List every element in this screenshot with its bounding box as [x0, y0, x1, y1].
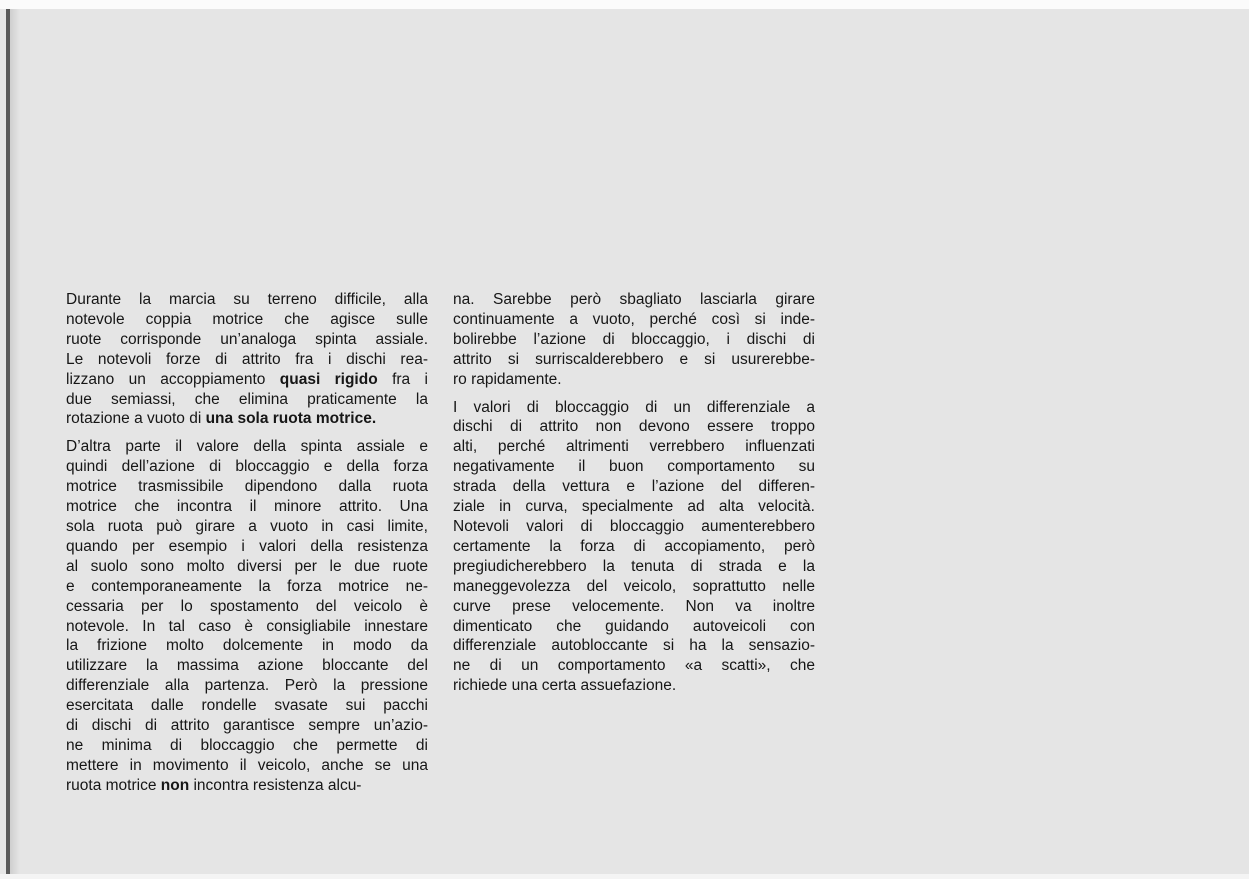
text-line: quindi dell’azione di bloccaggio e della forza: [66, 458, 428, 476]
text-line: di dischi di attrito garantisce sempre un’azio-: [66, 717, 428, 735]
text-line: notevole. In tal caso è consigliabile innestare: [66, 617, 428, 635]
text-segment: fra i: [377, 370, 428, 388]
text-line: due semiassi, che elimina praticamente la: [66, 390, 428, 408]
binding-shadow: [10, 9, 20, 874]
text-line: Durante la marcia su terreno difficile, alla: [66, 291, 428, 308]
text-line: mettere in movimento il veicolo, anche se una: [66, 756, 428, 774]
text-line: curve prese velocemente. Non va inoltre: [453, 597, 815, 615]
text-line: cessaria per lo spostamento del veicolo è: [66, 597, 428, 615]
text-line: na. Sarebbe però sbagliato lasciarla girare: [453, 291, 815, 308]
text-line: attrito si surriscalderebbero e si usurerebbe-: [453, 350, 815, 368]
text-line: continuamente a vuoto, perché così si inde-: [453, 310, 815, 328]
text-segment: ruota motrice: [66, 776, 161, 794]
text-line: bolirebbe l’azione di bloccaggio, i dischi di: [453, 330, 815, 348]
text-line: alti, perché altrimenti verrebbero influenzati: [453, 438, 815, 456]
bold-emphasis: quasi rigido: [279, 370, 378, 388]
left-text-column: [66, 290, 428, 796]
paragraph: [66, 437, 428, 795]
text-line: certamente la forza di accopiamento, però: [453, 537, 815, 555]
text-line: motrice trasmissibile dipendono dalla ruota: [66, 478, 428, 496]
text-line: e contemporaneamente la forza motrice ne-: [66, 577, 428, 595]
text-line: [66, 370, 428, 390]
text-line: D’altra parte il valore della spinta assiale e: [66, 438, 428, 456]
text-line: motrice che incontra il minore attrito. Una: [66, 498, 428, 516]
text-line: utilizzare la massima azione bloccante del: [66, 657, 428, 675]
text-line: notevole coppia motrice che agisce sulle: [66, 310, 428, 328]
text-line: quando per esempio i valori della resistenza: [66, 537, 428, 555]
text-line: ziale in curva, specialmente ad alta velocità.: [453, 498, 815, 516]
text-line: Le notevoli forze di attrito fra i dischi rea-: [66, 350, 428, 368]
text-line: dischi di attrito non devono essere troppo: [453, 418, 815, 436]
right-text-column: [453, 290, 815, 696]
text-line: ne minima di bloccaggio che permette di: [66, 736, 428, 754]
text-line: al suolo sono molto diversi per le due ruote: [66, 557, 428, 575]
text-line: sola ruota può girare a vuoto in casi limite,: [66, 517, 428, 535]
text-line: [66, 776, 428, 796]
text-line: pregiudicherebbero la tenuta di strada e la: [453, 557, 815, 575]
text-segment: lizzano un accoppiamento: [66, 370, 280, 388]
text-line: differenziale alla partenza. Però la pressione: [66, 677, 428, 695]
text-line: esercitata dalle rondelle svasate sui pacchi: [66, 697, 428, 715]
text-line: ruote corrisponde un’analoga spinta assiale.: [66, 330, 428, 348]
text-line: strada della vettura e l’azione del differen-: [453, 478, 815, 496]
text-segment: incontra resistenza alcu-: [189, 776, 362, 794]
scan-top-margin: [0, 0, 1249, 9]
text-line: dimenticato che guidando autoveicoli con: [453, 617, 815, 635]
text-line: ro rapidamente.: [453, 370, 562, 388]
bold-emphasis: una sola ruota motrice.: [205, 410, 377, 428]
text-line: maneggevolezza del veicolo, soprattutto nelle: [453, 577, 815, 595]
text-line: [66, 409, 428, 429]
text-line: richiede una certa assuefazione.: [453, 677, 677, 695]
text-line: negativamente il buon comportamento su: [453, 458, 815, 476]
text-line: Notevoli valori di bloccaggio aumenterebbero: [453, 517, 815, 535]
paragraph: [453, 398, 815, 697]
paragraph: [66, 290, 428, 429]
scan-bottom-margin: [0, 874, 1249, 879]
paragraph: [453, 290, 815, 390]
text-segment: rotazione a vuoto di: [66, 410, 206, 428]
text-line: ne di un comportamento «a scatti», che: [453, 657, 815, 675]
bold-emphasis: non: [160, 776, 190, 794]
text-line: la frizione molto dolcemente in modo da: [66, 637, 428, 655]
text-line: I valori di bloccaggio di un differenziale a: [453, 398, 815, 416]
text-line: differenziale autobloccante si ha la sensazio-: [453, 637, 815, 655]
